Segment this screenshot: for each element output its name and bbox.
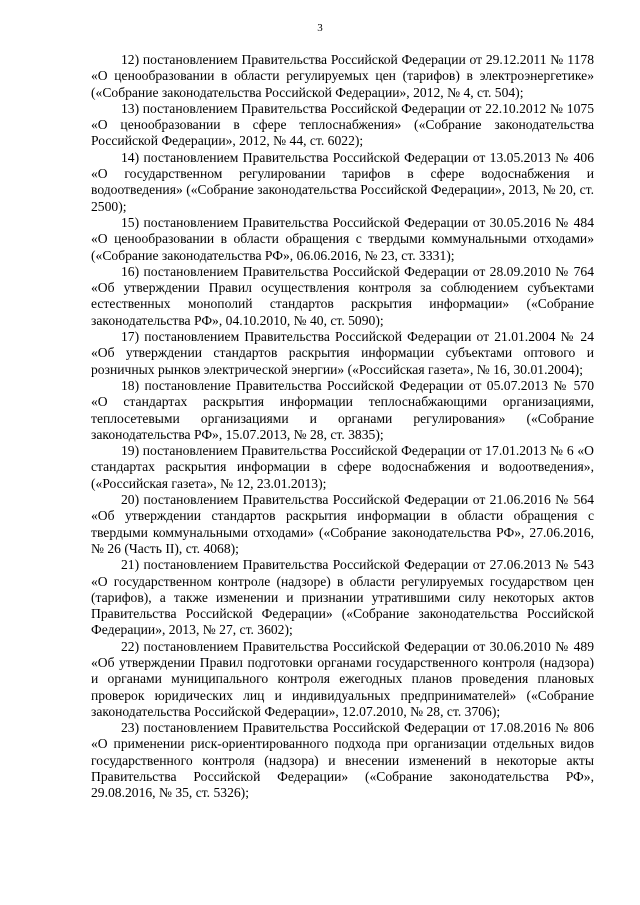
list-item-20: 20) постановлением Правительства Российской Федерации от 21.06.2016 № 564 «Об утверждении стандартов раскрытия информации в области обращения с твердыми коммунальными отходами» («Собрание законодательства РФ», 27.06.2016, № 26 (Часть II), ст. 4068);: [91, 492, 594, 556]
list-item-12: 12) постановлением Правительства Российской Федерации от 29.12.2011 № 1178 «О ценообразовании в области регулируемых цен (тарифов) в электроэнергетике» («Собрание законодательства Российской Федерации», 2012, № 4, ст. 504);: [91, 52, 594, 100]
list-item-17: 17) постановлением Правительства Российской Федерации от 21.01.2004 № 24 «Об утверждении стандартов раскрытия информации субъектами оптового и розничных рынков электрической энергии» («Российская газета», № 16, 30.01.2004);: [91, 329, 594, 377]
document-body: [91, 52, 594, 802]
list-item-22: 22) постановлением Правительства Российской Федерации от 30.06.2010 № 489 «Об утверждении Правил подготовки органами государственного контроля (надзора) и органами муниципального контроля ежегодных планов проведения плановых проверок юридических лиц и индивидуальных предпринимателей» («Собрание законодательства Российской Федерации», 12.07.2010, № 28, ст. 3706);: [91, 638, 594, 719]
list-item-14: 14) постановлением Правительства Российской Федерации от 13.05.2013 № 406 «О государственном регулировании тарифов в сфере водоснабжения и водоотведения» («Собрание законодательства Российской Федерации», 2013, № 20, ст. 2500);: [91, 149, 594, 214]
list-item-19: 19) постановлением Правительства Российской Федерации от 17.01.2013 № 6 «О стандартах раскрытия информации в сфере водоснабжения и водоотведения», («Российская газета», № 12, 23.01.2013);: [91, 443, 594, 491]
page-number: 3: [317, 22, 323, 34]
list-item-16: 16) постановлением Правительства Российской Федерации от 28.09.2010 № 764 «Об утверждении Правил осуществления контроля за соблюдением субъектами естественных монополий стандартов раскрытия информации» («Собрание законодательства РФ», 04.10.2010, № 40, ст. 5090);: [91, 263, 594, 328]
list-item-18: 18) постановление Правительства Российской Федерации от 05.07.2013 № 570 «О стандартах раскрытия информации теплоснабжающими организациями, теплосетевыми организациями и органами регулирования» («Собрание законодательства РФ», 15.07.2013, № 28, ст. 3835);: [91, 377, 594, 442]
list-item-13: 13) постановлением Правительства Российской Федерации от 22.10.2012 № 1075 «О ценообразовании в сфере теплоснабжения» («Собрание законодательства Российской Федерации», 2012, № 44, ст. 6022);: [91, 100, 594, 149]
list-item-15: 15) постановлением Правительства Российской Федерации от 30.05.2016 № 484 «О ценообразовании в области обращения с твердыми коммунальными отходами» («Собрание законодательства РФ», 06.06.2016, № 23, ст. 3331);: [91, 214, 594, 263]
list-item-23: 23) постановлением Правительства Российской Федерации от 17.08.2016 № 806 «О применении риск-ориентированного подхода при организации отдельных видов государственного контроля (надзора) и внесении изменений в некоторые акты Правительства Российской Федерации» («Собрание законодательства РФ», 29.08.2016, № 35, ст. 5326);: [91, 720, 594, 801]
list-item-21: 21) постановлением Правительства Российской Федерации от 27.06.2013 № 543 «О государственном контроле (надзоре) в области регулируемых государством цен (тарифов), а также изменении и признании утратившими силу некоторых актов Правительства Российской Федерации» («Собрание законодательства Российской Федерации», 2013, № 27, ст. 3602);: [91, 557, 594, 638]
